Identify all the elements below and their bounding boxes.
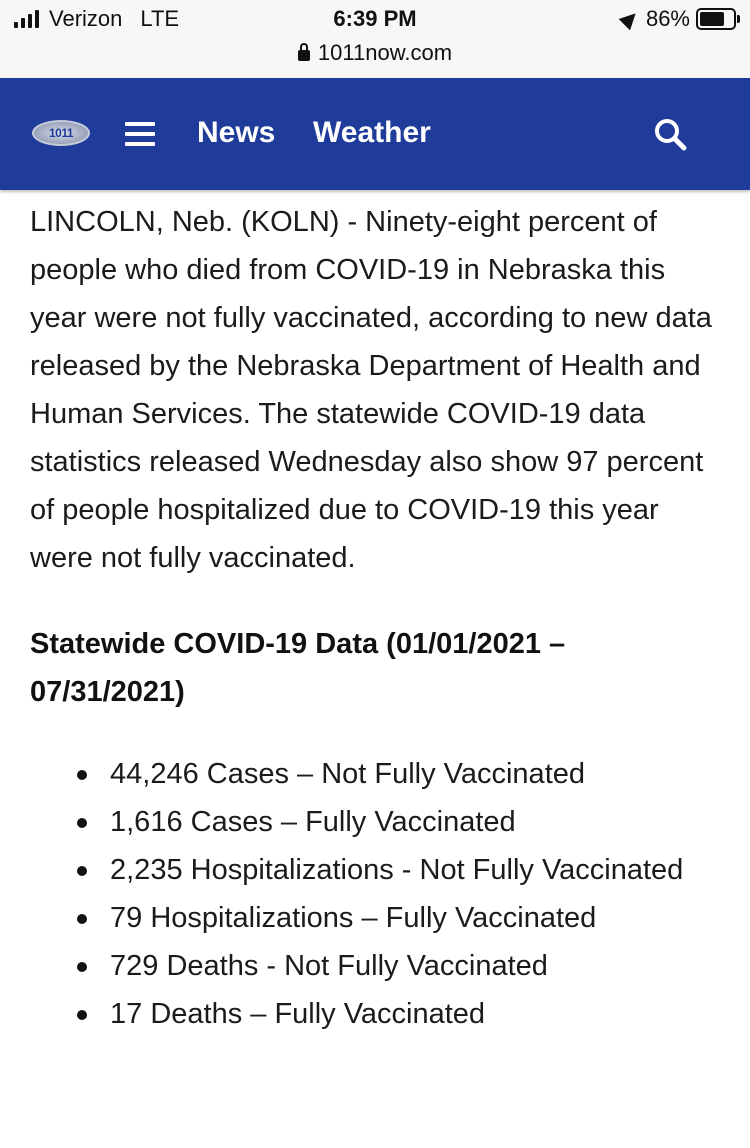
list-item: 44,246 Cases – Not Fully Vaccinated: [30, 750, 720, 798]
nav-link-weather[interactable]: Weather: [313, 116, 431, 149]
search-icon[interactable]: [652, 116, 688, 152]
site-header: [0, 78, 750, 190]
list-item: 17 Deaths – Fully Vaccinated: [30, 990, 720, 1038]
address-bar[interactable]: [0, 40, 750, 66]
menu-icon[interactable]: [125, 122, 155, 146]
page-url: 1011now.com: [317, 40, 453, 65]
list-item: 2,235 Hospitalizations - Not Fully Vaccinated: [30, 846, 720, 894]
data-section-heading: Statewide COVID-19 Data (01/01/2021 – 07/31/2021): [30, 628, 566, 708]
article-body: [30, 198, 720, 1038]
status-right: [622, 6, 736, 32]
battery-icon: [696, 8, 736, 30]
location-arrow-icon: [619, 8, 642, 31]
lock-icon: [298, 50, 310, 61]
network-type: LTE: [140, 6, 180, 31]
stats-list: [30, 750, 720, 1038]
list-item: 729 Deaths - Not Fully Vaccinated: [30, 942, 720, 990]
battery-percent: 86%: [645, 6, 690, 31]
battery-tip: [737, 15, 740, 23]
battery-level: [700, 12, 724, 26]
station-logo[interactable]: 1011: [32, 120, 90, 146]
article-lead-paragraph: LINCOLN, Neb. (KOLN) - Ninety-eight percent of people who died from COVID-19 in Nebraska this year were not fully vaccinated, according to new data released by the Nebraska Department of Health and Human Services. The statewide COVID-19 data statistics released Wednesday also show 97 percent of people hospitalized due to COVID-19 this year were not fully vaccinated.: [30, 206, 712, 574]
list-item: 1,616 Cases – Fully Vaccinated: [30, 798, 720, 846]
carrier-name: Verizon: [49, 6, 123, 31]
list-item: 79 Hospitalizations – Fully Vaccinated: [30, 894, 720, 942]
status-bar: [0, 0, 750, 78]
nav-link-news[interactable]: News: [197, 116, 276, 149]
status-time: 6:39 PM: [333, 6, 417, 31]
